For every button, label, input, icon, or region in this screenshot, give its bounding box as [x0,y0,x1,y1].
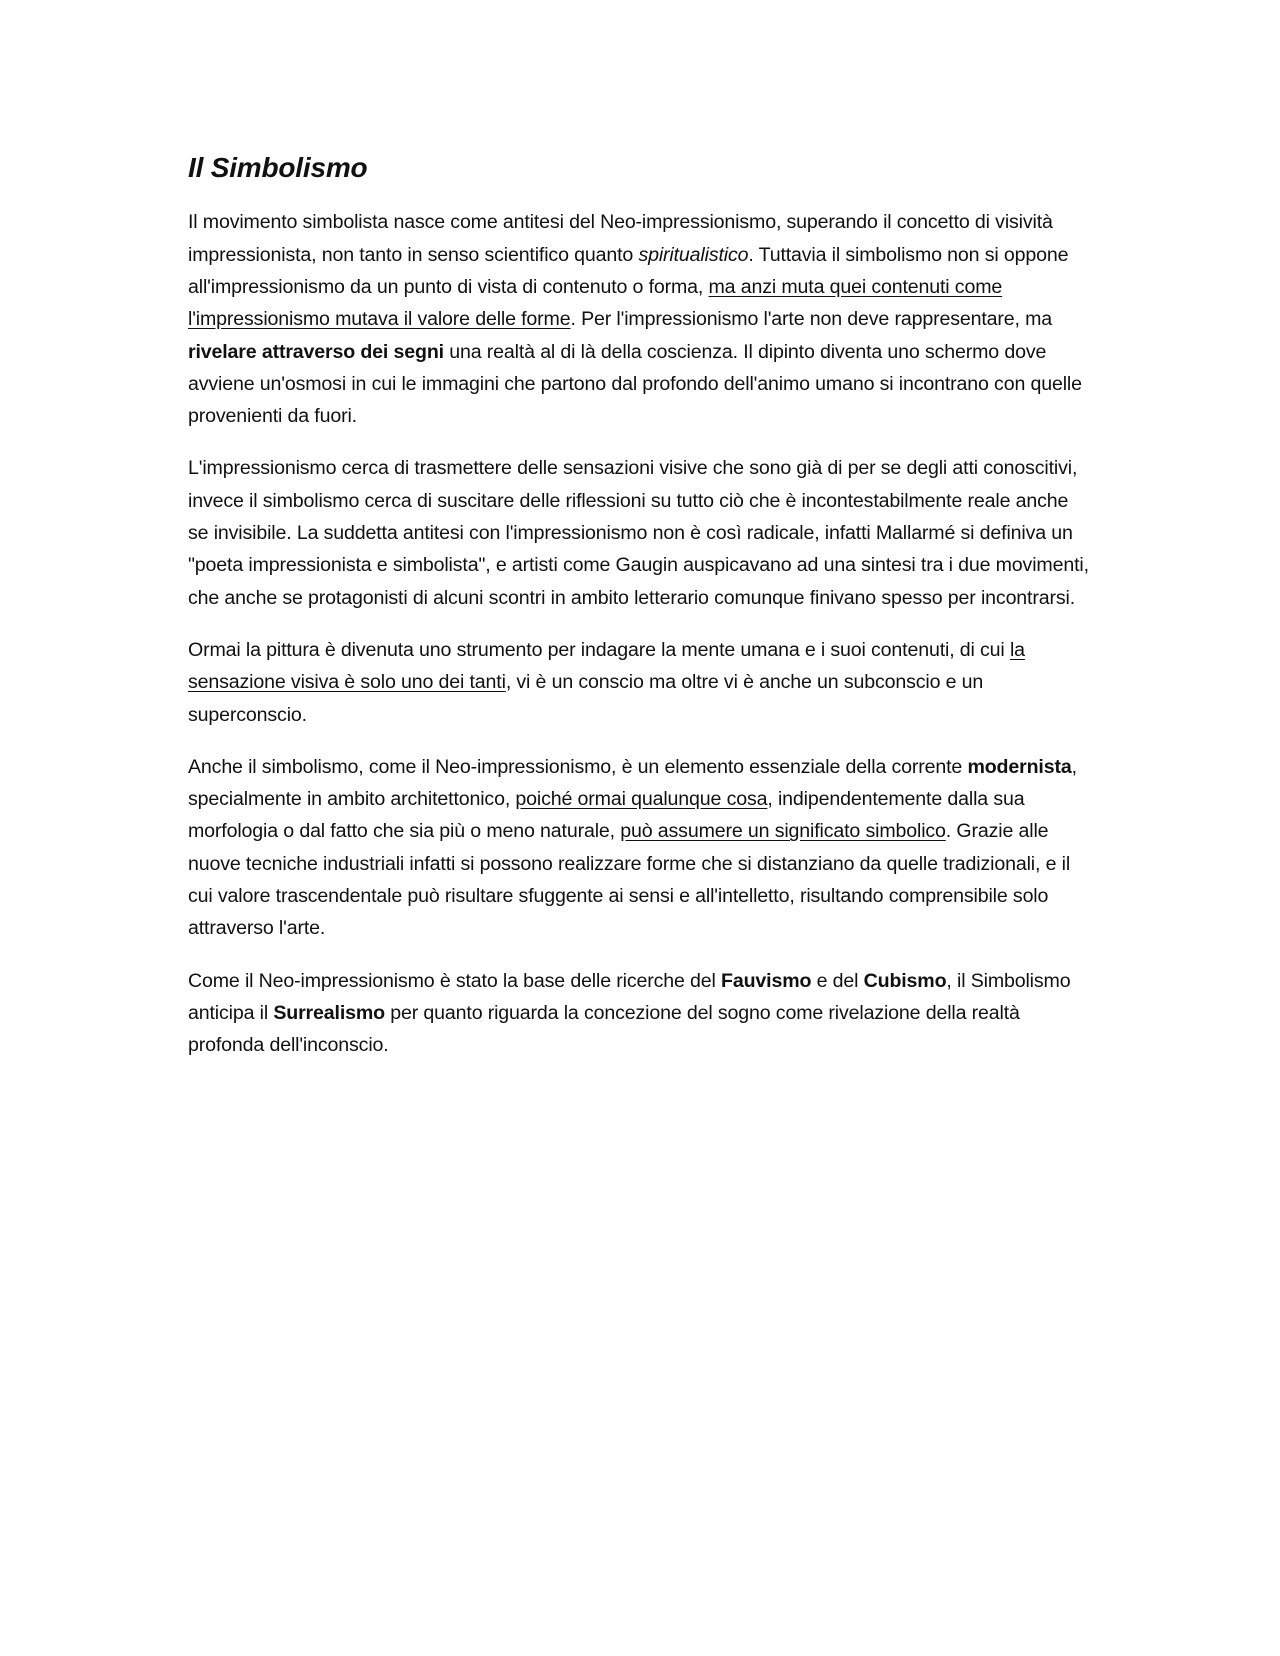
bold-surrealismo: Surrealismo [273,1001,385,1024]
underlined-phrase: poiché ormai qualunque cosa [515,788,768,811]
bold-cubismo: Cubismo [863,969,947,992]
paragraph-5-text: per quanto riguarda la concezione del sogno come rivelazione della realtà profonda dell'inconscio. [188,1001,1020,1057]
paragraph-1-text: . Per l'impressionismo l'arte non deve rappresentare, ma [570,308,1053,331]
paragraph-4-text: . Grazie alle nuove tecniche industriali infatti si possono realizzare forme che si distanziano da quelle tradizionali, e il cui valore trascendentale può risultare sfuggente ai sensi e all'intelletto, risultando comprensibile solo attraverso l'arte. [188,820,1071,940]
paragraph-1 [188,206,1090,432]
underlined-phrase: può assumere un significato simbolico [620,820,946,843]
bold-phrase: rivelare attraverso dei segni [188,340,444,363]
bold-fauvismo: Fauvismo [721,969,812,992]
paragraph-5 [188,965,1090,1062]
underlined-phrase: la sensazione visiva è solo uno dei tanti [188,638,1025,694]
paragraph-1-text: Il movimento simbolista nasce come antitesi del Neo-impressionismo, superando il concetto di visività impressionista, non tanto in senso scientifico quanto [188,211,1053,266]
paragraph-3 [188,634,1090,731]
paragraph-3-text: Ormai la pittura è divenuta uno strumento per indagare la mente umana e i suoi contenuti, di cui [188,638,1010,661]
document-body [188,150,1090,1082]
paragraph-4-text: , indipendentemente dalla sua morfologia o dal fatto che sia più o meno naturale, [188,788,1025,843]
page-title: Il Simbolismo [188,152,368,183]
paragraph-4 [188,751,1090,945]
paragraph-1-text: una realtà al di là della coscienza. Il dipinto diventa uno schermo dove avviene un'osmosi in cui le immagini che partono dal profondo dell'animo umano si incontrano con quelle provenienti da fuori. [188,340,1082,428]
bold-modernista: modernista [967,755,1072,778]
paragraph-2 [188,452,1090,613]
italic-spiritualistico: spiritualistico [638,243,749,266]
paragraph-5-text: Come il Neo-impressionismo è stato la base delle ricerche del [188,969,722,992]
paragraph-4-text: , specialmente in ambito architettonico, [188,755,1077,811]
paragraph-5-text: e del [811,969,864,992]
paragraph-2-text: L'impressionismo cerca di trasmettere delle sensazioni visive che sono già di per se degli atti conoscitivi, invece il simbolismo cerca di suscitare delle riflessioni su tutto ciò che è incontestabilmente reale anche se invisibile. La suddetta antitesi con l'impressionismo non è così radicale, infatti Mallarmé si definiva un "poeta impressionista e simbolista", e artisti come Gaugin auspicavano ad una sintesi tra i due movimenti, che anche se protagonisti di alcuni scontri in ambito letterario comunque finivano spesso per incontrarsi. [188,457,1089,609]
underlined-phrase: ma anzi muta quei contenuti come l'impressionismo mutava il valore delle forme [188,275,1003,331]
paragraph-1-text: . Tuttavia il simbolismo non si oppone all'impressionismo da un punto di vista di contenuto o forma, [188,243,1069,298]
paragraph-5-text: , il Simbolismo anticipa il [188,969,1071,1024]
paragraph-4-text: Anche il simbolismo, come il Neo-impressionismo, è un elemento essenziale della corrente [188,755,968,778]
paragraph-3-text: , vi è un conscio ma oltre vi è anche un subconscio e un superconscio. [188,671,984,726]
